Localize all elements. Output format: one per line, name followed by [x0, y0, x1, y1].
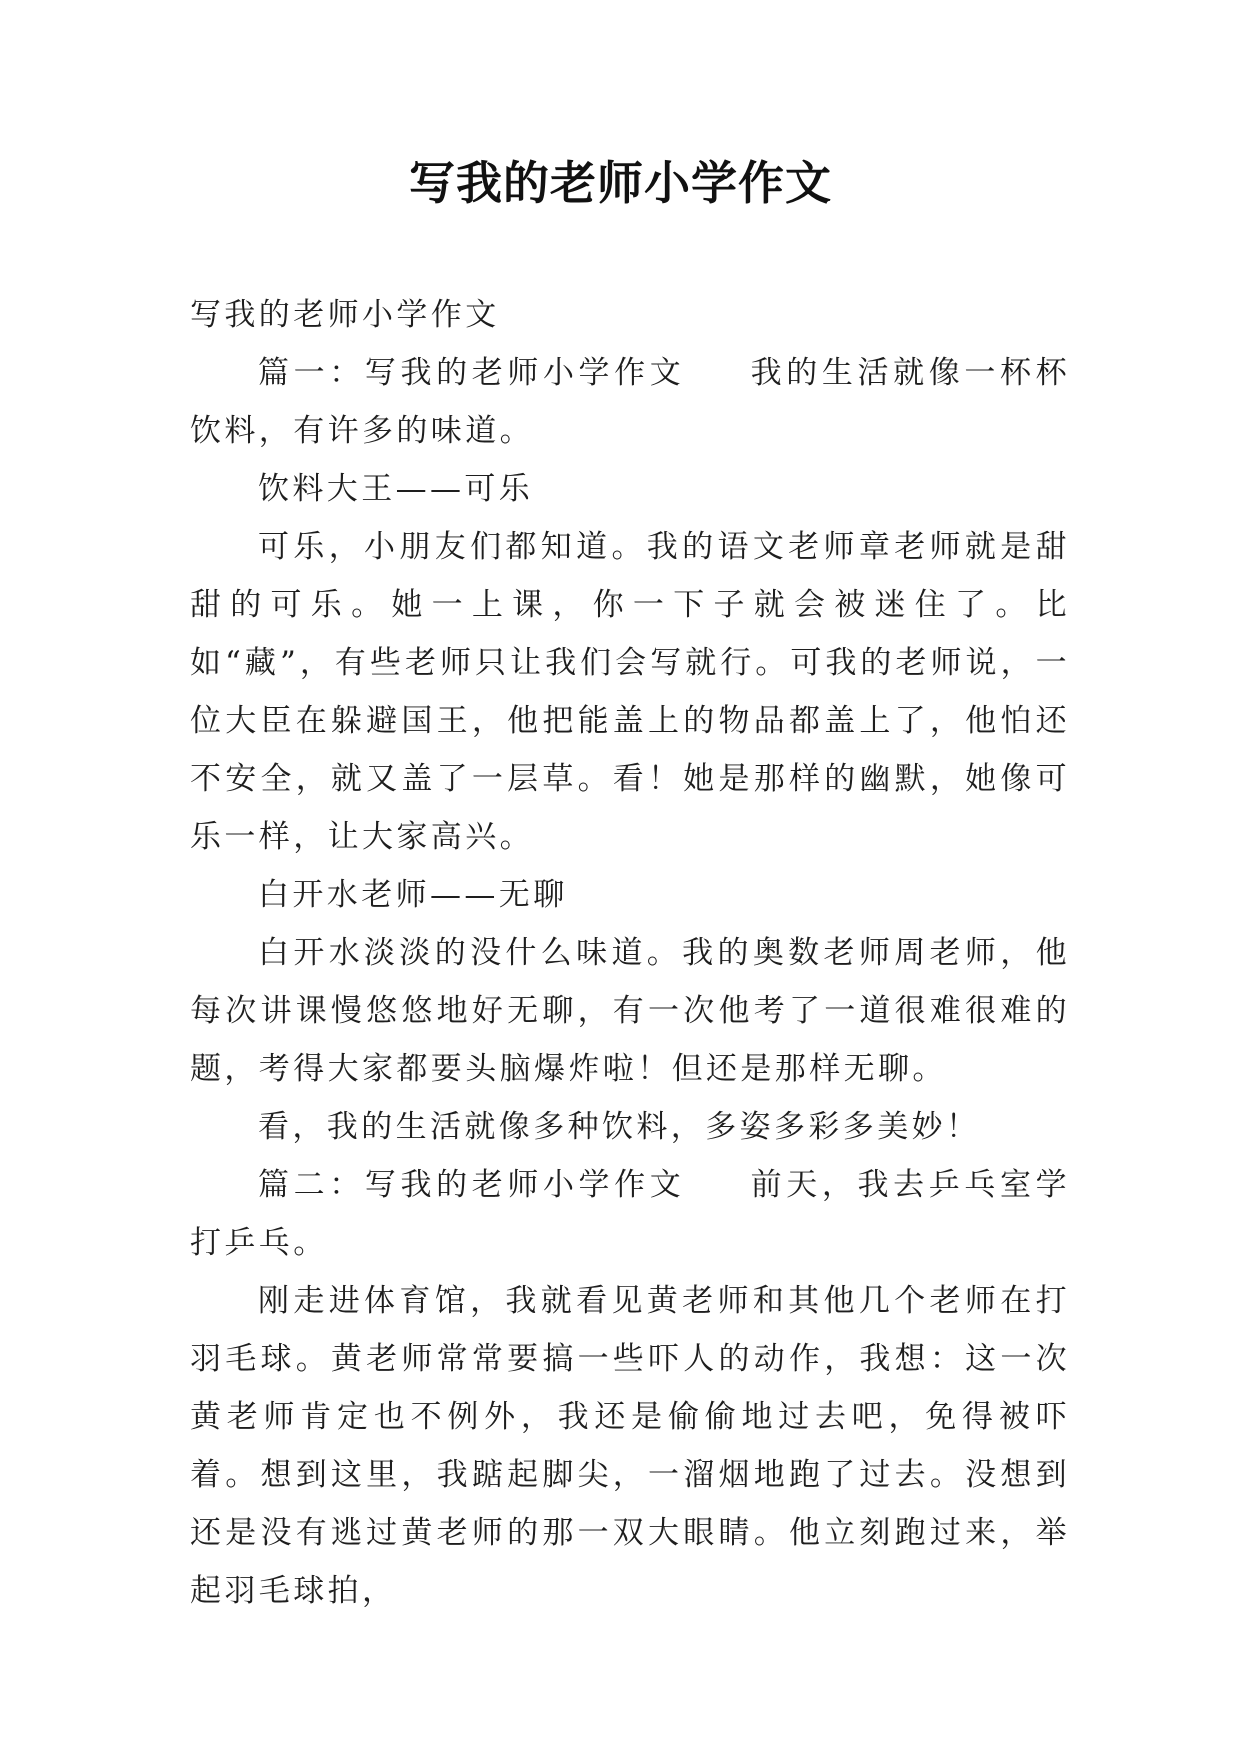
paragraph-text: 白开水老师——无聊 [258, 877, 568, 913]
paragraph-gym [190, 1272, 1070, 1620]
paragraph-water [190, 924, 1070, 1098]
paragraph-text: 饮料大王——可乐 [258, 471, 534, 507]
paragraph-text: 白开水淡淡的没什么味道。我的奥数老师周老师，他每次讲课慢悠悠地好无聊，有一次他考了一道很难很难的题，考得大家都要头脑爆炸啦！但还是那样无聊。 [190, 935, 1070, 1087]
paragraph-text: 前天，我去乒乓室学打乒乓。 [190, 1167, 1070, 1261]
paragraph-cola [190, 518, 1070, 866]
document-title: 写我的老师小学作文 [409, 156, 832, 210]
section-heading: 篇一：写我的老师小学作文 [258, 355, 686, 391]
paragraph-text: 可乐，小朋友们都知道。我的语文老师章老师就是甜甜的可乐。她一上课，你一下子就会被迷住了。比如“藏”，有些老师只让我们会写就行。可我的老师说，一位大臣在躲避国王，他把能盖上的物品都盖上了，他怕还不安全，就又盖了一层草。看！她是那样的幽默，她像可乐一样，让大家高兴。 [190, 529, 1070, 855]
paragraph-text: 看，我的生活就像多种饮料，多姿多彩多美妙！ [258, 1109, 981, 1145]
paragraph-text: 我的生活就像一杯杯饮料，有许多的味道。 [190, 355, 1070, 449]
paragraph-cola-heading [190, 460, 1070, 518]
document-body [190, 286, 1070, 1620]
paragraph-section-one [190, 344, 1070, 460]
paragraph-text: 刚走进体育馆，我就看见黄老师和其他几个老师在打羽毛球。黄老师常常要搞一些吓人的动作，我想：这一次黄老师肯定也不例外，我还是偷偷地过去吧，免得被吓着。想到这里，我踮起脚尖，一溜烟地跑了过去。没想到还是没有逃过黄老师的那一双大眼睛。他立刻跑过来，举起羽毛球拍， [190, 1283, 1070, 1609]
paragraph-conclusion [190, 1098, 1070, 1156]
section-heading: 篇二：写我的老师小学作文 [258, 1167, 686, 1203]
paragraph-water-heading [190, 866, 1070, 924]
paragraph-subtitle [190, 286, 1070, 344]
paragraph-text: 写我的老师小学作文 [190, 297, 500, 333]
paragraph-section-two [190, 1156, 1070, 1272]
